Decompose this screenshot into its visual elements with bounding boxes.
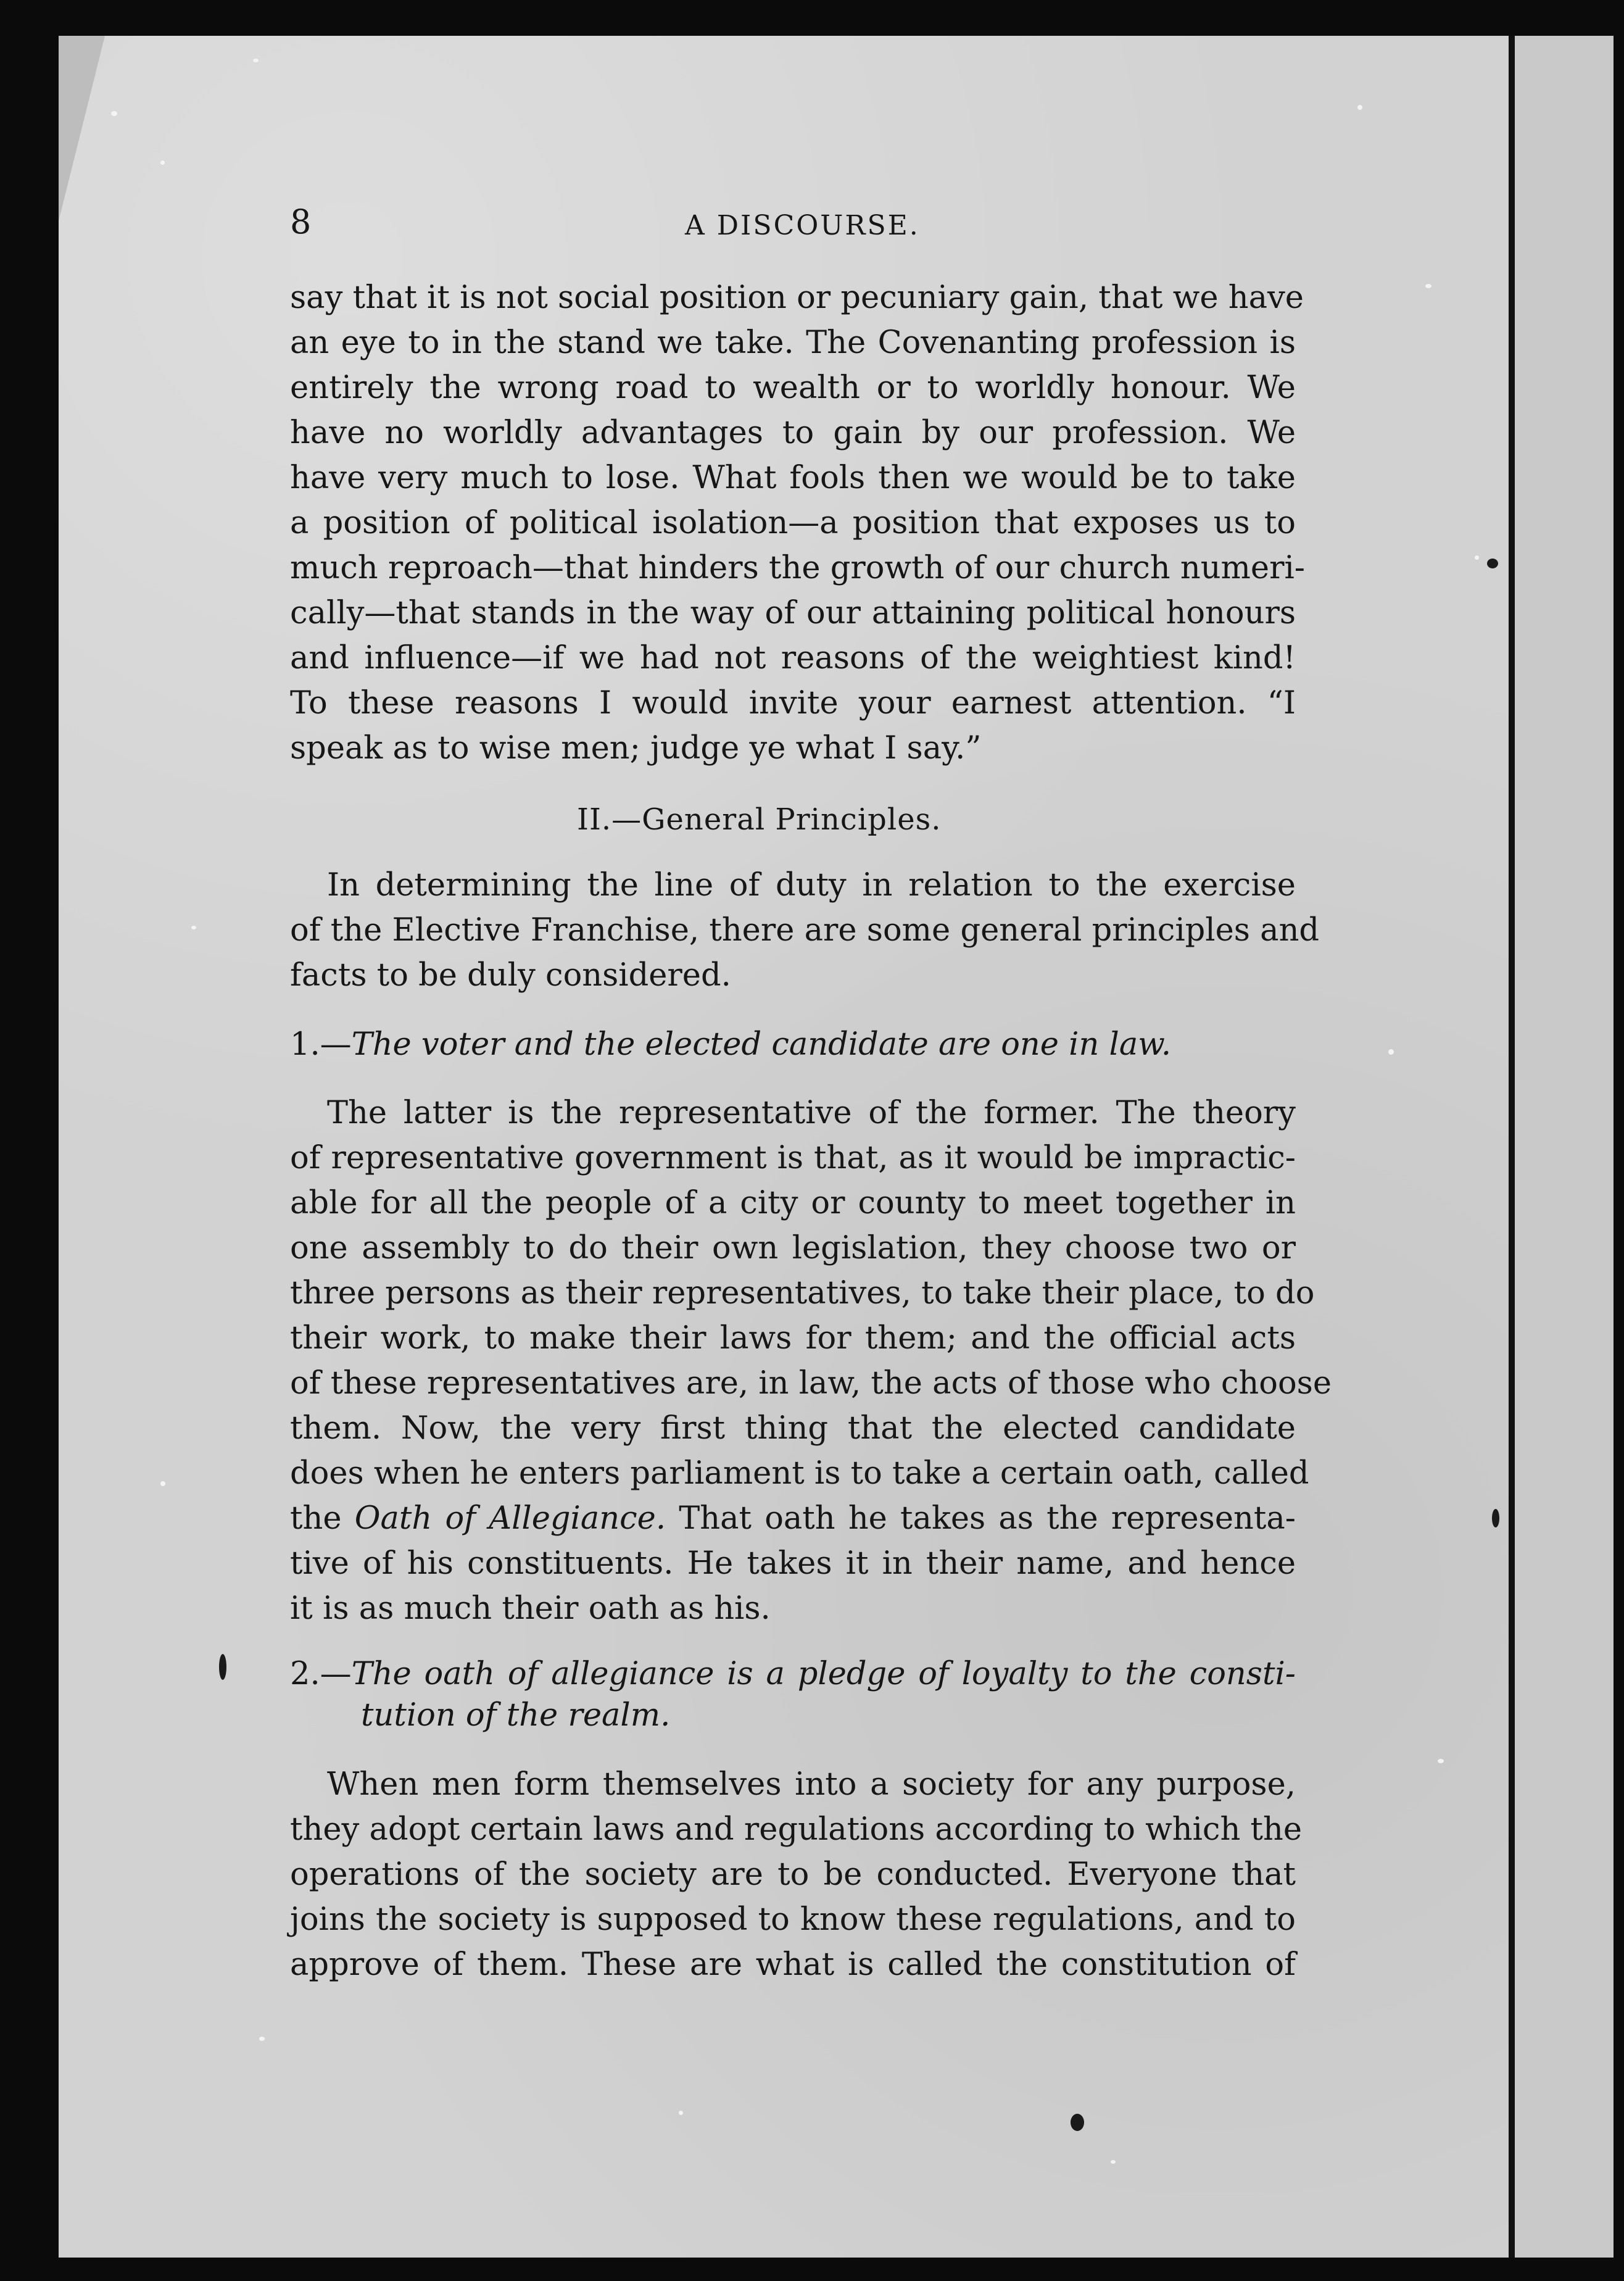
text-line: much reproach—that hinders the growth of our church numeri- bbox=[290, 550, 1305, 586]
numbered-point-2 bbox=[290, 1656, 1296, 1693]
running-head: A DISCOURSE. bbox=[685, 210, 920, 241]
numbered-point-1 bbox=[290, 1026, 1296, 1063]
point-text: The voter and the elected candidate are one in law. bbox=[351, 1026, 1172, 1063]
text-line: cally—that stands in the way of our attaining political honours bbox=[290, 595, 1296, 631]
text-line: their work, to make their laws for them; and the official acts bbox=[290, 1320, 1296, 1357]
text-line: When men form themselves into a society for any purpose, bbox=[327, 1766, 1296, 1803]
text-line: joins the society is supposed to know these regulations, and to bbox=[290, 1901, 1296, 1938]
text-line: entirely the wrong road to wealth or to worldly honour. We bbox=[290, 370, 1296, 406]
point-number: 1.— bbox=[290, 1026, 352, 1063]
text-line: In determining the line of duty in relation to the exercise bbox=[327, 867, 1296, 904]
point-text: The oath of allegiance is a pledge of loyalty to the consti- bbox=[351, 1656, 1296, 1692]
text-line: they adopt certain laws and regulations according to which the bbox=[290, 1811, 1303, 1848]
text-line: approve of them. These are what is called the constitution of bbox=[290, 1947, 1296, 1983]
text-line: able for all the people of a city or county to meet together in bbox=[290, 1185, 1296, 1221]
text-line: tive of his constituents. He takes it in their name, and hence bbox=[290, 1545, 1296, 1582]
text-line: three persons as their representatives, to take their place, to do bbox=[290, 1275, 1315, 1311]
text-line: of these representatives are, in law, the acts of those who choose bbox=[290, 1365, 1332, 1402]
text-span: the bbox=[290, 1500, 355, 1537]
text-line: have very much to lose. What fools then we would be to take bbox=[290, 460, 1296, 496]
point-number: 2.— bbox=[290, 1656, 352, 1692]
text-line: it is as much their oath as his. bbox=[290, 1590, 771, 1627]
text-line: a position of political isolation—a position that exposes us to bbox=[290, 505, 1296, 541]
text-line: and influence—if we had not reasons of the weightiest kind! bbox=[290, 640, 1296, 676]
text-line: of representative government is that, as it would be impractic- bbox=[290, 1140, 1296, 1176]
section-heading: II.—General Principles. bbox=[577, 802, 942, 837]
text-line: them. Now, the very first thing that the elected candidate bbox=[290, 1410, 1296, 1447]
text-line: of the Elective Franchise, there are some general principles and bbox=[290, 912, 1320, 949]
text-line: have no worldly advantages to gain by our profession. We bbox=[290, 415, 1296, 451]
text-line bbox=[290, 1500, 1296, 1537]
oath-of-allegiance-italic: Oath of Allegiance. bbox=[354, 1500, 666, 1537]
point-text-continuation: tution of the realm. bbox=[361, 1697, 671, 1734]
text-line: facts to be duly considered. bbox=[290, 957, 731, 994]
text-line: does when he enters parliament is to take a certain oath, called bbox=[290, 1455, 1309, 1492]
text-line: one assembly to do their own legislation, they choose two or bbox=[290, 1230, 1296, 1266]
page-number: 8 bbox=[290, 202, 312, 241]
text-line: The latter is the representative of the former. The theory bbox=[327, 1095, 1296, 1131]
text-line: operations of the society are to be conducted. Everyone that bbox=[290, 1856, 1296, 1893]
text-line: say that it is not social position or pecuniary gain, that we have bbox=[290, 280, 1304, 316]
text-span: That oath he takes as the representa- bbox=[666, 1500, 1296, 1537]
text-line: an eye to in the stand we take. The Covenanting profession is bbox=[290, 325, 1296, 361]
text-line: speak as to wise men; judge ye what I say.” bbox=[290, 730, 982, 767]
text-line: To these reasons I would invite your earnest attention. “I bbox=[290, 685, 1296, 721]
